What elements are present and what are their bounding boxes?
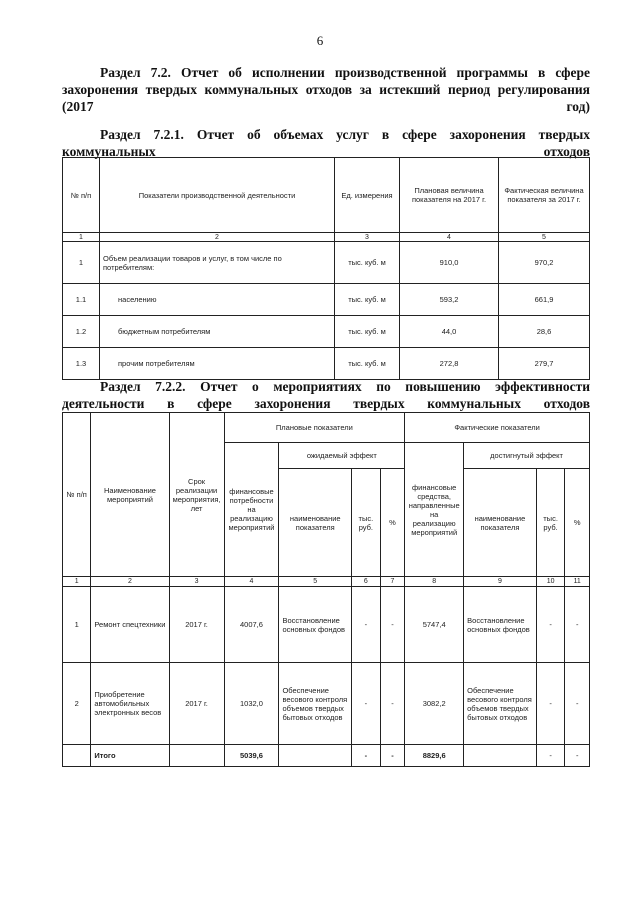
row-expected-indicator: Восстановление основных фондов (279, 587, 352, 663)
row-achieved-indicator: Обеспечение весового контроля объемов твердых бытовых отходов (464, 663, 537, 745)
services-volume-table (62, 157, 590, 380)
row-indicator: прочим потребителям (100, 348, 335, 380)
col-number: 2 (91, 577, 169, 587)
section-7-2-1-title: Раздел 7.2.1. Отчет об объемах услуг в сфере захоронения твердых коммунальных отходов (62, 127, 590, 159)
total-term-cell (169, 745, 224, 767)
column-numbers-row (63, 577, 590, 587)
table-row (63, 663, 590, 745)
col-number: 4 (224, 577, 279, 587)
row-number: 2 (63, 663, 91, 745)
col-header-achieved-effect: достигнутый эффект (464, 443, 590, 469)
col-number: 5 (499, 233, 590, 242)
row-expected-thr: - (352, 587, 381, 663)
row-term: 2017 г. (169, 663, 224, 745)
row-achieved-indicator: Восстановление основных фондов (464, 587, 537, 663)
total-expected-indicator (279, 745, 352, 767)
row-plan: 44,0 (400, 316, 499, 348)
col-header-fact: Фактическая величина показателя за 2017 г. (499, 158, 590, 233)
col-header-number: № п/п (63, 158, 100, 233)
row-fact: 279,7 (499, 348, 590, 380)
row-expected-thr: - (352, 663, 381, 745)
col-header-percent: % (380, 469, 404, 577)
row-fact: 970,2 (499, 242, 590, 284)
row-number: 1 (63, 587, 91, 663)
row-number: 1 (63, 242, 100, 284)
col-number: 7 (380, 577, 404, 587)
col-header-fact-finance: финансовые средства, направленные на реализацию мероприятий (405, 443, 464, 577)
row-plan-finance: 4007,6 (224, 587, 279, 663)
col-number: 5 (279, 577, 352, 587)
total-expected-thr: - (352, 745, 381, 767)
total-label: Итого (91, 745, 169, 767)
row-expected-pct: - (380, 587, 404, 663)
table-row (63, 284, 590, 316)
col-number: 9 (464, 577, 537, 587)
col-number: 6 (352, 577, 381, 587)
row-indicator: населению (100, 284, 335, 316)
col-number: 1 (63, 233, 100, 242)
col-header-number: № п/п (63, 413, 91, 577)
total-fact-finance: 8829,6 (405, 745, 464, 767)
col-number: 2 (100, 233, 335, 242)
col-header-thousand-rub: тыс. руб. (352, 469, 381, 577)
row-fact: 28,6 (499, 316, 590, 348)
row-measure: Ремонт спецтехники (91, 587, 169, 663)
col-header-indicator: Показатели производственной деятельности (100, 158, 335, 233)
col-header-plan-finance: финансовые потребности на реализацию мероприятий (224, 443, 279, 577)
col-number: 11 (565, 577, 590, 587)
table-header-row (63, 158, 590, 233)
row-achieved-thr: - (536, 587, 565, 663)
col-header-expected-effect: ожидаемый эффект (279, 443, 405, 469)
col-header-unit: Ед. измерения (335, 158, 400, 233)
col-header-plan: Плановая величина показателя на 2017 г. (400, 158, 499, 233)
row-fact-finance: 3082,2 (405, 663, 464, 745)
col-header-thousand-rub: тыс. руб. (536, 469, 565, 577)
total-achieved-indicator (464, 745, 537, 767)
row-unit: тыс. куб. м (335, 316, 400, 348)
section-7-2-title: Раздел 7.2. Отчет об исполнении производственной программы в сфере захоронения твердых коммунальных отходов за истекший период регулирования (2017 год) (62, 65, 590, 114)
total-expected-pct: - (380, 745, 404, 767)
col-header-term: Срок реализации мероприятия, лет (169, 413, 224, 577)
col-number: 8 (405, 577, 464, 587)
col-number: 10 (536, 577, 565, 587)
row-fact: 661,9 (499, 284, 590, 316)
row-unit: тыс. куб. м (335, 284, 400, 316)
row-plan: 910,0 (400, 242, 499, 284)
total-plan-finance: 5039,6 (224, 745, 279, 767)
total-achieved-pct: - (565, 745, 590, 767)
row-measure: Приобретение автомобильных электронных весов (91, 663, 169, 745)
column-numbers-row (63, 233, 590, 242)
row-unit: тыс. куб. м (335, 348, 400, 380)
row-expected-indicator: Обеспечение весового контроля объемов твердых бытовых отходов (279, 663, 352, 745)
col-number: 4 (400, 233, 499, 242)
table-row (63, 242, 590, 284)
row-expected-pct: - (380, 663, 404, 745)
table-row (63, 587, 590, 663)
row-achieved-pct: - (565, 663, 590, 745)
row-achieved-pct: - (565, 587, 590, 663)
col-number: 3 (335, 233, 400, 242)
row-number: 1.2 (63, 316, 100, 348)
row-plan: 272,8 (400, 348, 499, 380)
row-number: 1.1 (63, 284, 100, 316)
col-header-percent: % (565, 469, 590, 577)
table-row (63, 348, 590, 380)
col-header-fact: Фактические показатели (405, 413, 590, 443)
col-header-plan: Плановые показатели (224, 413, 405, 443)
row-fact-finance: 5747,4 (405, 587, 464, 663)
page-number: 6 (316, 33, 324, 48)
row-plan-finance: 1032,0 (224, 663, 279, 745)
total-row (63, 745, 590, 767)
row-unit: тыс. куб. м (335, 242, 400, 284)
col-header-measure: Наименование мероприятий (91, 413, 169, 577)
row-indicator: бюджетным потребителям (100, 316, 335, 348)
row-number: 1.3 (63, 348, 100, 380)
total-number-cell (63, 745, 91, 767)
total-achieved-thr: - (536, 745, 565, 767)
section-7-2-2-title: Раздел 7.2.2. Отчет о мероприятиях по повышению эффективности деятельности в сфере захоронения твердых коммунальных отходов (62, 379, 590, 411)
row-indicator: Объем реализации товаров и услуг, в том числе по потребителям: (100, 242, 335, 284)
efficiency-measures-table (62, 412, 590, 767)
col-number: 3 (169, 577, 224, 587)
col-header-indicator-name: наименование показателя (279, 469, 352, 577)
table-header-row (63, 413, 590, 443)
col-header-indicator-name: наименование показателя (464, 469, 537, 577)
row-term: 2017 г. (169, 587, 224, 663)
table-row (63, 316, 590, 348)
row-achieved-thr: - (536, 663, 565, 745)
col-number: 1 (63, 577, 91, 587)
row-plan: 593,2 (400, 284, 499, 316)
